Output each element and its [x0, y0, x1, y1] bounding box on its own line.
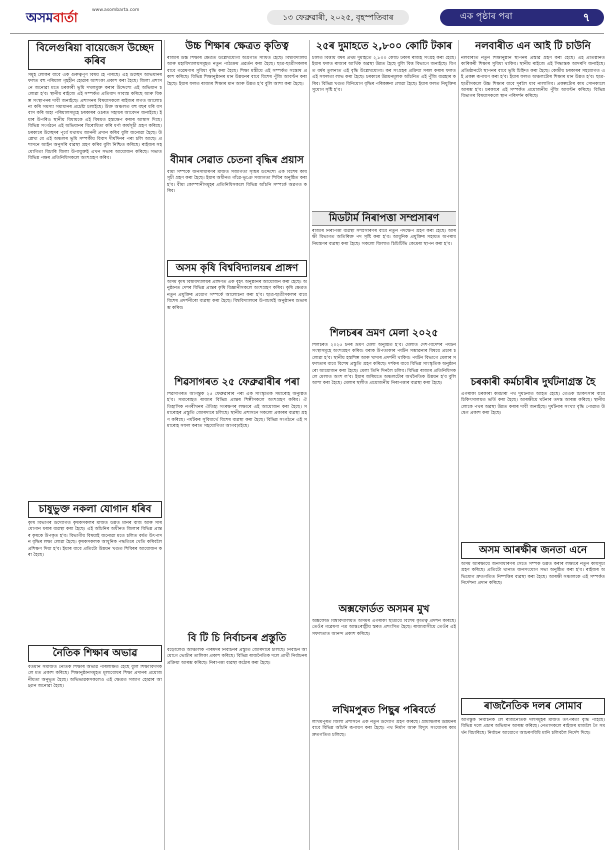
story-body: অক্সফোৰ্ড বিশ্ববিদ্যালয়ত অসমৰ এগৰাকী ছাত্ৰীয়ে বিশেষ কৃতিত্ব প্ৰদৰ্শন কৰিছে। তেওঁৰ গৱেষণা পত্ৰ আন্তঃৰাষ্ট্ৰীয় স্তৰত প্ৰশংসিত হৈছে। ৰাজ্যবাসীয়ে তেওঁৰ এই সফলতাত আনন্দ প্ৰকাশ কৰিছে।: [312, 619, 456, 637]
story-body: আগন্তুক নিৰ্বাচনক লৈ ৰাজনৈতিক দলসমূহৰ মাজত তৎপৰতা বৃদ্ধি পাইছে। বিভিন্ন দলে প্ৰচাৰ অভিযান আৰম্ভ কৰিছে। নেতাসকলে ৰাইজৰ মাজলৈ গৈ সমৰ্থন বিচাৰিছে। নিৰ্বাচন আয়োগে আচৰণবিধি মানি চলিবলৈ নিৰ্দেশ দিছে।: [461, 718, 605, 736]
story-body: শিৱসাগৰত আগন্তুক ২৫ ফেব্ৰুৱাৰীৰ পৰা এক সাংস্কৃতিক সমাৰোহ অনুষ্ঠিত হ'ব। সমাৰোহত ৰাজ্যৰ বিভিন্ন প্ৰান্তৰ শিল্পীসকলে অংশগ্ৰহণ কৰিব। ঐতিহাসিক নগৰীখনৰ ঐতিহ্য সংৰক্ষণৰ লক্ষ্যৰে এই আয়োজন কৰা হৈছে। সমাৰোহৰ প্ৰস্তুতি জোৰদাৰে চলিছে। স্থানীয় প্ৰশাসনে সকলো প্ৰকাৰৰ ব্যৱস্থা গ্ৰহণ কৰিছে। পৰ্যটকৰ সুবিধাৰ্থে বিশেষ ব্যৱস্থা কৰা হৈছে। বিভিন্ন সংগঠনে এই সমাৰোহ সফল কৰাত সহযোগিতা আগবঢ়াইছে।: [167, 392, 307, 430]
news-story: [28, 501, 162, 639]
story-body: অসম কৃষি বিশ্ববিদ্যালয়ৰ প্ৰাঙ্গণত এক বৃহৎ অনুষ্ঠানৰ আয়োজন কৰা হৈছে। অনুষ্ঠানত দেশৰ বিভিন্ন প্ৰান্তৰ কৃষি বিজ্ঞানীসকলে অংশগ্ৰহণ কৰিব। কৃষি ক্ষেত্ৰত নতুন প্ৰযুক্তিৰ প্ৰয়োগ সম্পৰ্কে আলোচনা কৰা হ'ব। ছাত্ৰ-ছাত্ৰীসকলৰ বাবে বিশেষ প্ৰদৰ্শনীৰো ব্যৱস্থা কৰা হৈছে। বিশ্ববিদ্যালয়ৰ উপাচাৰ্যই অনুষ্ঠানৰ শুভাৰম্ভ কৰিব।: [167, 280, 307, 311]
story-headline: ২৫ৰ দুমাহতে ২,৮০০ কোটি টকাৰ: [315, 41, 453, 52]
story-body: এগৰাকী চৰকাৰী কৰ্মচাৰী পথ দুৰ্ঘটনাত আহত হৈছে। তেওঁক চিকিৎসাৰ বাবে চিকিৎসালয়ত ভৰ্তি কৰা হৈছে। আৰক্ষীয়ে ঘটনাৰ তদন্ত আৰম্ভ কৰিছে। স্থানীয় লোকে পথৰ অৱস্থা উন্নত কৰাৰ দাবী জনাইছে। দুৰ্ঘটনাৰ সংখ্যা বৃদ্ধি পোৱাত উদ্বেগ প্ৰকাশ কৰা হৈছে।: [461, 392, 605, 417]
story-body: কৃষি বিভাগৰ উদ্যোগত কৃষকসকলৰ মাজত উন্নত মানৰ বীজ আৰু সাৰ যোগান ধৰাৰ ব্যৱস্থা কৰা হৈছে। এই আঁচনিৰ অধীনত জিলাৰ বিভিন্ন প্ৰান্তৰ কৃষকে উপকৃত হ'ব। বিভাগীয় বিষয়াই জনোৱা মতে চলিত বৰ্ষত উৎপাদন বৃদ্ধিৰ লক্ষ্য লোৱা হৈছে। কৃষকসকলক আধুনিক পদ্ধতিৰে খেতি কৰিবলৈ প্ৰশিক্ষণ দিয়া হ'ব। ইয়াৰ বাবে প্ৰতিটো উন্নয়ন খণ্ডত শিবিৰৰ আয়োজন কৰা হৈছে।: [28, 521, 162, 559]
story-headline: শিৱসাগৰত ২৫ ফেব্ৰুৱাৰীৰ পৰা: [174, 377, 300, 388]
news-story: [461, 698, 605, 818]
story-headline: চাষুভুক্ত নকলা যোগান ধৰিব: [28, 501, 162, 518]
page-number: ৭: [582, 11, 590, 24]
masthead: [0, 0, 610, 36]
logo-website: www.asombarta.com: [92, 8, 140, 13]
story-body: বড়োলেণ্ড আঞ্চলিক পৰিষদৰ নিৰ্বাচনৰ প্ৰস্তুতি জোৰদাৰে চলিছে। নিৰ্বাচন আয়োগে ভোটাৰ তালিকা প্ৰকাশ কৰিছে। বিভিন্ন ৰাজনৈতিক দলে প্ৰাৰ্থী নিৰ্বাচনৰ প্ৰক্ৰিয়া আৰম্ভ কৰিছে। নিৰাপত্তা ব্যৱস্থা কঠোৰ কৰা হৈছে।: [167, 648, 307, 666]
news-story: [167, 40, 307, 148]
news-story: [312, 704, 456, 789]
news-story: [312, 211, 456, 321]
story-headline: বীমাৰ সেৱাত চেতনা বৃদ্ধিৰ প্ৰয়াস: [170, 155, 304, 166]
story-body: ৰাজ্যৰ উচ্চ শিক্ষাৰ ক্ষেত্ৰত উল্লেখযোগ্য অগ্ৰগতি সাধিত হৈছে। বিশ্ববিদ্যালয় আৰু মহাবিদ্যালয়সমূহত নতুন পাঠ্যক্ৰম প্ৰৱৰ্তন কৰা হৈছে। ছাত্ৰ-ছাত্ৰীসকলৰ বাবে গৱেষণাৰ সুবিধা বৃদ্ধি কৰা হৈছে। শিক্ষা মন্ত্ৰীয়ে এই সম্পৰ্কত সন্তোষ প্ৰকাশ কৰিছে। বিভিন্ন শিক্ষানুষ্ঠানৰ মান উন্নয়নৰ বাবে বিশেষ পুঁজি আবণ্টন কৰা হৈছে। ইয়াৰ ফলত ৰাজ্যৰ শিক্ষাৰ মান আৰু উন্নত হ'ব বুলি আশা কৰা হৈছে।: [167, 56, 307, 87]
page-label-pill: [440, 9, 604, 26]
story-body: শিলচৰত ২০২৫ চনৰ ভ্ৰমণ মেলা অনুষ্ঠিত হ'ব। মেলাত দেশ-বিদেশৰ পৰ্যটন সংস্থাসমূহে অংশগ্ৰহণ কৰিব। বৰাক উপত্যকাৰ পৰ্যটন সম্ভাৱনাৰ বিষয়ে প্ৰচাৰ চলোৱা হ'ব। স্থানীয় হস্তশিল্প আৰু খাদ্যৰ প্ৰদৰ্শনী থাকিব। পৰ্যটন বিভাগে মেলাৰ সফলতাৰ বাবে বিশেষ প্ৰস্তুতি গ্ৰহণ কৰিছে। দৰ্শকৰ বাবে বিভিন্ন সাংস্কৃতিক অনুষ্ঠানৰো আয়োজন কৰা হৈছে। মেলা তিনি দিনলৈ চলিব। বিভিন্ন ৰাজ্যৰ প্ৰতিনিধিসকলে মেলাত অংশ ল'ব। ইয়াৰ জৰিয়তে অঞ্চলটোৰ অৰ্থনৈতিক উন্নয়ন হ'ব বুলি আশা কৰা হৈছে। মেলাৰ স্থলীত প্ৰয়োজনীয় নিৰাপত্তাৰ ব্যৱস্থা কৰা হৈছে।: [312, 343, 456, 387]
story-body: নলবাৰীত নতুন শিক্ষানুষ্ঠান স্থাপনৰ প্ৰস্তাৱ গ্ৰহণ কৰা হৈছে। এই প্ৰতিষ্ঠানত কাৰিকৰী শিক্ষাৰ সুবিধা থাকিব। স্থানীয় ৰাইজে এই সিদ্ধান্তক আদৰণি জনাইছে। প্ৰতিষ্ঠানটো স্থাপনৰ বাবে ভূমি চিহ্নিত কৰা হৈছে। কেন্দ্ৰীয় চৰকাৰৰ সহযোগত এই প্ৰকল্প ৰূপায়ণ কৰা হ'ব। ইয়াৰ ফলত অঞ্চলটোৰ শিক্ষাৰ মান উন্নত হ'ব। ছাত্ৰ-ছাত্ৰীসকলে উচ্চ শিক্ষাৰ বাবে দূৰলৈ যাব নালাগিব। প্ৰকল্পটোৰ কাম সোনকালে আৰম্ভ হ'ব। চৰকাৰে এই সম্পৰ্কত প্ৰয়োজনীয় পুঁজি আবণ্টন কৰিছে। বিভিন্ন বিভাগৰ বিষয়াসকলে স্থান পৰিদৰ্শন কৰিছে।: [461, 56, 605, 100]
masthead-rule: [10, 33, 604, 34]
story-body: ৰাজ্যৰ নিৰাপত্তা ব্যৱস্থা সম্প্ৰসাৰণৰ বাবে নতুন পদক্ষেপ গ্ৰহণ কৰা হৈছে। আৰক্ষী বিভাগত অতিৰিক্ত পদ সৃষ্টি কৰা হ'ব। আধুনিক প্ৰযুক্তিৰ সহায়ত অপৰাধ নিয়ন্ত্ৰণৰ ব্যৱস্থা কৰা হৈছে। সকলো জিলাত চিচিটিভি কেমেৰা স্থাপন কৰা হ'ব।: [312, 229, 456, 247]
news-story: [312, 40, 456, 205]
news-story: [167, 632, 307, 802]
story-body: চলিত বিত্তীয় বৰ্ষৰ প্ৰথম দুমাহতে ২,৮০০ কোটি টকাৰ ৰাজহ সংগ্ৰহ কৰা হৈছে। ইয়াৰ ফলত ৰাজ্যৰ আৰ্থিক অৱস্থা উন্নত হৈছে বুলি বিত্ত বিভাগে জনাইছে। বিগত বৰ্ষৰ তুলনাত এই বৃদ্ধি উল্লেখযোগ্য। কৰ সংগ্ৰহৰ প্ৰক্ৰিয়া সৰল কৰাৰ ফলত এই সফলতা লাভ কৰা হৈছে। চৰকাৰে উন্নয়নমূলক আঁচনিত এই পুঁজি ব্যৱহাৰ কৰিব। বিভিন্ন খণ্ডত বিনিয়োগ বৃদ্ধিৰ পৰিকল্পনা লোৱা হৈছে। ইয়াৰ ফলত নিযুক্তিৰ সুযোগ সৃষ্টি হ'ব।: [312, 56, 456, 94]
story-headline: মিডটার্ম নিৰাপত্তা সম্প্ৰসাৰণ: [312, 211, 456, 226]
story-headline: লখিমপুৰত পিছুৰ পৰিবৰ্তে: [332, 705, 436, 716]
story-headline: নলবাৰীত এন আই টি চাউনি: [475, 41, 591, 52]
story-headline: উচ্চ শিক্ষাৰ ক্ষেত্ৰত কৃতিত্ব: [185, 41, 289, 52]
logo-main: অসম: [26, 11, 54, 26]
news-story: [167, 260, 307, 370]
story-body: লখিমপুৰত জিলা প্ৰশাসনে এক নতুন উদ্যোগ গ্ৰহণ কৰিছে। গ্ৰামাঞ্চলৰ উন্নয়নৰ বাবে বিভিন্ন আঁচনি ৰূপায়ণ কৰা হৈছে। পথ নিৰ্মাণ আৰু বিদ্যুৎ সংযোগৰ কাম দ্ৰুতগতিত চলিছে।: [312, 720, 456, 738]
story-headline: বি টি চি নিৰ্বাচনৰ প্ৰস্তুতি: [187, 633, 287, 644]
story-headline: অসম কৃষি বিশ্ববিদ্যালয়ৰ প্ৰাঙ্গণ: [167, 260, 307, 277]
issue-date: ১৩ ফেব্ৰুৱাৰী, ২০২৫, বৃহস্পতিবাৰ: [267, 10, 409, 25]
story-headline: অক্সফোৰ্ডত অসমৰ মুখ: [338, 604, 430, 615]
news-story: [28, 645, 162, 755]
column-divider: [164, 40, 165, 850]
news-story: [461, 40, 605, 370]
story-headline: বিলেগুৰিয়া বায়েজেস উচ্ছেদ কৰিব: [28, 40, 162, 70]
story-body: বীমা সম্পৰ্কে জনসাধাৰণৰ মাজত সজাগতা সৃষ্টিৰ উদ্দেশ্যে এক বিশেষ কাৰ্যসূচী গ্ৰহণ কৰা হৈছে। ইয়াৰ অধীনত গাঁৱে-ভূঞে সজাগতা শিবিৰ অনুষ্ঠিত কৰা হ'ব। বীমা কোম্পানীসমূহৰ প্ৰতিনিধিসকলে বিভিন্ন আঁচনি সম্পৰ্কে অৱগত কৰিব।: [167, 170, 307, 195]
page-label: এক পৃষ্ঠাৰ পৰা: [460, 12, 513, 22]
story-headline: শিলচৰৰ ভ্ৰমণ মেলা ২০২৫: [329, 328, 439, 339]
news-story: [312, 603, 456, 698]
story-headline: চৰকাৰী কৰ্মচাৰীৰ দুৰ্ঘটনাগ্ৰস্ত হৈ: [470, 377, 596, 388]
newspaper-logo[interactable]: [26, 9, 78, 30]
news-story: [167, 154, 307, 254]
story-headline: অসম আৰক্ষীৰ জনতা এনে: [461, 542, 605, 559]
story-headline: নৈতিক শিক্ষাৰ অভাৱ: [28, 645, 162, 662]
news-story: [312, 327, 456, 597]
story-body: বৰ্তমান সমাজত নৈতিক শিক্ষাৰ অভাৱ পৰিলক্ষিত হৈছে বুলি শিক্ষাবিদসকলে মত প্ৰকাশ কৰিছে। শিক্ষানুষ্ঠানসমূহত মূল্যবোধৰ শিক্ষা প্ৰদানৰ প্ৰয়োজনীয়তা অনুভূত হৈছে। অভিভাৱকসকলেও এই ক্ষেত্ৰত সজাগ হোৱাৰ আহ্বান জনোৱা হৈছে।: [28, 665, 162, 690]
story-body: অসম আৰক্ষীয়ে জনসাধাৰণৰ সৈতে সম্পৰ্ক উন্নত কৰাৰ লক্ষ্যৰে নতুন কাৰ্যসূচী গ্ৰহণ কৰিছে। প্ৰতিটো থানাত জনসংযোগ সভা অনুষ্ঠিত কৰা হ'ব। ৰাইজৰ অভিযোগ দ্ৰুতগতিত নিষ্পত্তিৰ ব্যৱস্থা কৰা হৈছে। আৰক্ষী সঞ্চালকে এই সম্পৰ্কত নিৰ্দেশনা প্ৰদান কৰিছে।: [461, 562, 605, 587]
story-body: সমূহ লোকৰ বাবে এক গুৰুত্বপূৰ্ণ বিষয় হৈ পৰিছে। এই উচ্ছেদ অভিযানৰ ফলত বহু পৰিয়াল গৃহহীন হোৱাৰ আশংকা প্ৰকাশ কৰা হৈছে। জিলা প্ৰশাসনে জনোৱা মতে চৰকাৰী ভূমি দখলমুক্ত কৰাৰ উদ্দেশ্যে এই অভিযান চলোৱা হ'ব। স্থানীয় ৰাইজে এই সম্পৰ্কত প্ৰতিবাদ সাব্যস্ত কৰিছে আৰু বিকল্প সংস্থাপনৰ দাবী জনাইছে। প্ৰশাসনৰ বিষয়াসকলে ৰাইজৰ লগত আলোচনা কৰি সমস্যা সমাধানৰ প্ৰচেষ্টা চলাইছে। উক্ত অঞ্চলত বহু বছৰ ধৰি বসবাস কৰি অহা পৰিয়ালসমূহে চৰকাৰৰ ওচৰত সহায়ৰ আবেদন জনাইছে। ইয়াৰ উপৰিও স্থানীয় বিধায়কে এই বিষয়ত হস্তক্ষেপ কৰাৰ আশ্বাস দিছে। বিভিন্ন সংগঠনে এই অভিযানৰ বিৰোধিতা কৰি ধৰ্ণা কাৰ্যসূচী গ্ৰহণ কৰিছে। চৰকাৰে উচ্ছেদৰ পূৰ্বে যথাযথ জাননী প্ৰদান কৰিব বুলি জনোৱা হৈছে। উল্লেখ্য যে এই অঞ্চলৰ ভূমি সম্পৰ্কীয় বিবাদ দীৰ্ঘদিনৰ পৰা চলি আছে। প্ৰশাসনে আইন অনুসৰি ব্যৱস্থা গ্ৰহণ কৰিব বুলি নিশ্চিত কৰিছে। ৰাইজৰ সহযোগিতা বিচাৰি জিলা উপায়ুক্তই এখন সভাৰ আয়োজন কৰিছে। সভাত বিভিন্ন পক্ষৰ প্ৰতিনিধিসকলে অংশগ্ৰহণ কৰিব।: [28, 73, 162, 162]
news-story: [461, 542, 605, 692]
news-story: [28, 40, 162, 495]
story-headline: ৰাজনৈতিক দলৰ সোমাব: [461, 698, 605, 715]
logo-accent: বাৰ্তা: [53, 11, 78, 26]
news-story: [461, 376, 605, 536]
column-divider: [309, 40, 310, 850]
column-divider: [458, 40, 459, 850]
news-story: [167, 376, 307, 626]
